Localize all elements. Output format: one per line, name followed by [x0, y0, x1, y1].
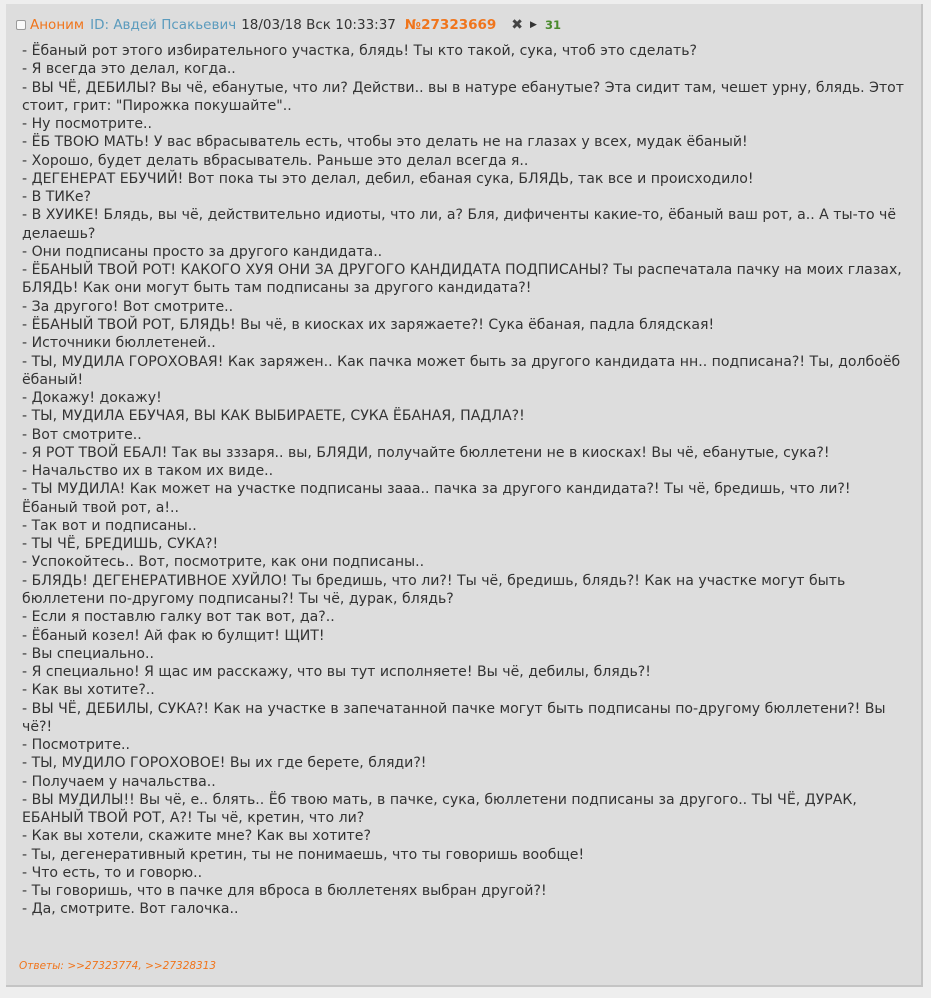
post-line: - ТЫ, МУДИЛА ГОРОХОВАЯ! Как заряжен.. Как пачка может быть за другого кандидата нн.. подписана?! Ты, долбоёб ёбаный! [22, 353, 901, 388]
post-line: - ВЫ ЧЁ, ДЕБИЛЫ, СУКА?! Как на участке в запечатанной пачке могут быть подписаны по-другому бюллетени?! Вы чё?! [22, 700, 886, 735]
post-line: - БЛЯДЬ! ДЕГЕНЕРАТИВНОЕ ХУЙЛО! Ты бредишь, что ли?! Ты чё, бредишь, блядь?! Как на участке могут быть бюллетени по-другому подписаны?! Ты чё, дурак, блядь? [22, 572, 846, 607]
post-line: - Я РОТ ТВОЙ ЕБАЛ! Так вы зззаря.. вы, БЛЯДИ, получайте бюллетени не в киосках! Вы чё, ебанутые, сука?! [22, 444, 830, 461]
post-line: - Вот смотрите.. [22, 426, 142, 443]
replies-section [19, 960, 216, 972]
expand-media-icon[interactable]: ▶ [530, 20, 537, 30]
post-line: - Ёбаный козел! Ай фак ю булщит! ЩИТ! [22, 627, 325, 644]
post-line: - ДЕГЕНЕРАТ ЕБУЧИЙ! Вот пока ты это делал, дебил, ебаная сука, БЛЯДЬ, так все и происходило! [22, 170, 754, 187]
post-line: - Ты говоришь, что в пачке для вброса в бюллетенях выбран другой?! [22, 883, 547, 900]
post-line: - ВЫ ЧЁ, ДЕБИЛЫ? Вы чё, ебанутые, что ли? Действи.. вы в натуре ебанутые? Эта сидит там, чешет урну, блядь. Этот стоит, грит: "Пирожка покушайте".. [22, 79, 904, 114]
post-line: - Ёбаный рот этого избирательного участка, блядь! Ты кто такой, сука, чтоб это сделать? [22, 43, 697, 59]
poster-name: Аноним [30, 17, 85, 33]
post-date: 18/03/18 Вск 10:33:37 [241, 17, 396, 33]
reply-count[interactable]: 31 [544, 18, 561, 32]
post-select-checkbox[interactable] [16, 20, 26, 30]
post-line: - ЁБАНЫЙ ТВОЙ РОТ, БЛЯДЬ! Вы чё, в киосках их заряжаете?! Сука ёбаная, падла блядская! [22, 316, 715, 333]
post-line: - ТЫ МУДИЛА! Как может на участке подписаны зааа.. пачка за другого кандидата?! Ты чё, бредишь, что ли?! Ёбаный твой рот, а!.. [22, 481, 851, 516]
post-line: - Я всегда это делал, когда.. [22, 61, 236, 78]
post [6, 4, 923, 987]
post-number-link[interactable]: №27323669 [404, 17, 497, 33]
post-line: - Начальство их в таком их виде.. [22, 463, 274, 480]
post-line: - Хорошо, будет делать вбрасыватель. Раньше это делал всегда я.. [22, 152, 529, 169]
reply-link[interactable]: >>27328313 [145, 960, 217, 972]
post-line: - Как вы хотели, скажите мне? Как вы хотите? [22, 828, 371, 845]
post-body [22, 42, 904, 919]
post-line: - ТЫ, МУДИЛА ЕБУЧАЯ, ВЫ КАК ВЫБИРАЕТЕ, СУКА ЁБАНАЯ, ПАДЛА?! [22, 408, 525, 425]
post-line: - Посмотрите.. [22, 737, 130, 754]
post-line: - ЁБ ТВОЮ МАТЬ! У вас вбрасыватель есть, чтобы это делать не на глазах у всех, мудак ёбаный! [22, 134, 748, 151]
post-line: - Вы специально.. [22, 645, 154, 662]
post-line: - Я специально! Я щас им расскажу, что вы тут исполняете! Вы чё, дебилы, блядь?! [22, 664, 651, 681]
post-line: - За другого! Вот смотрите.. [22, 298, 234, 315]
post-line: - Источники бюллетеней.. [22, 335, 216, 352]
post-line: - Если я поставлю галку вот так вот, да?.. [22, 609, 335, 626]
post-line: - В ТИКе? [22, 189, 92, 206]
hide-post-icon[interactable]: ✖ [511, 17, 524, 33]
post-header [16, 15, 561, 35]
post-line: - Получаем у начальства.. [22, 773, 216, 790]
post-line: - Они подписаны просто за другого кандидата.. [22, 243, 383, 260]
post-line: - Ну посмотрите.. [22, 116, 152, 133]
post-line: - ТЫ, МУДИЛО ГОРОХОВОЕ! Вы их где берете, бляди?! [22, 755, 427, 772]
post-line: - Успокойтесь.. Вот, посмотрите, как они подписаны.. [22, 554, 425, 571]
post-line: - Докажу! докажу! [22, 390, 162, 407]
post-line: - ЁБАНЫЙ ТВОЙ РОТ! КАКОГО ХУЯ ОНИ ЗА ДРУГОГО КАНДИДАТА ПОДПИСАНЫ? Ты распечатала пачку на моих глазах, БЛЯДЬ! Как они могут быть там подписаны за другого кандидата?! [22, 262, 902, 297]
post-line: - Что есть, то и говорю.. [22, 864, 203, 881]
post-line: - ТЫ ЧЁ, БРЕДИШЬ, СУКА?! [22, 536, 219, 553]
post-line: - Как вы хотите?.. [22, 682, 155, 699]
replies-label: Ответы: [19, 960, 64, 972]
reply-link[interactable]: >>27323774 [67, 960, 139, 972]
post-line: - Ты, дегенеративный кретин, ты не понимаешь, что ты говоришь вообще! [22, 846, 585, 863]
post-line: - Так вот и подписаны.. [22, 517, 197, 534]
post-line: - ВЫ МУДИЛЫ!! Вы чё, е.. блять.. Ёб твою мать, в пачке, сука, бюллетени подписаны за другого.. ТЫ ЧЁ, ДУРАК, ЕБАНЫЙ ТВОЙ РОТ, А?! Ты чё, кретин, что ли? [22, 791, 857, 827]
poster-id[interactable]: ID: Авдей Псакьевич [90, 17, 237, 33]
post-line: - Да, смотрите. Вот галочка.. [22, 901, 239, 918]
replies-separator: , [138, 960, 142, 972]
post-line: - В ХУИКЕ! Блядь, вы чё, действительно идиоты, что ли, а? Бля, дифиченты какие-то, ёбаный ваш рот, а.. А ты-то чё делаешь? [22, 207, 897, 242]
